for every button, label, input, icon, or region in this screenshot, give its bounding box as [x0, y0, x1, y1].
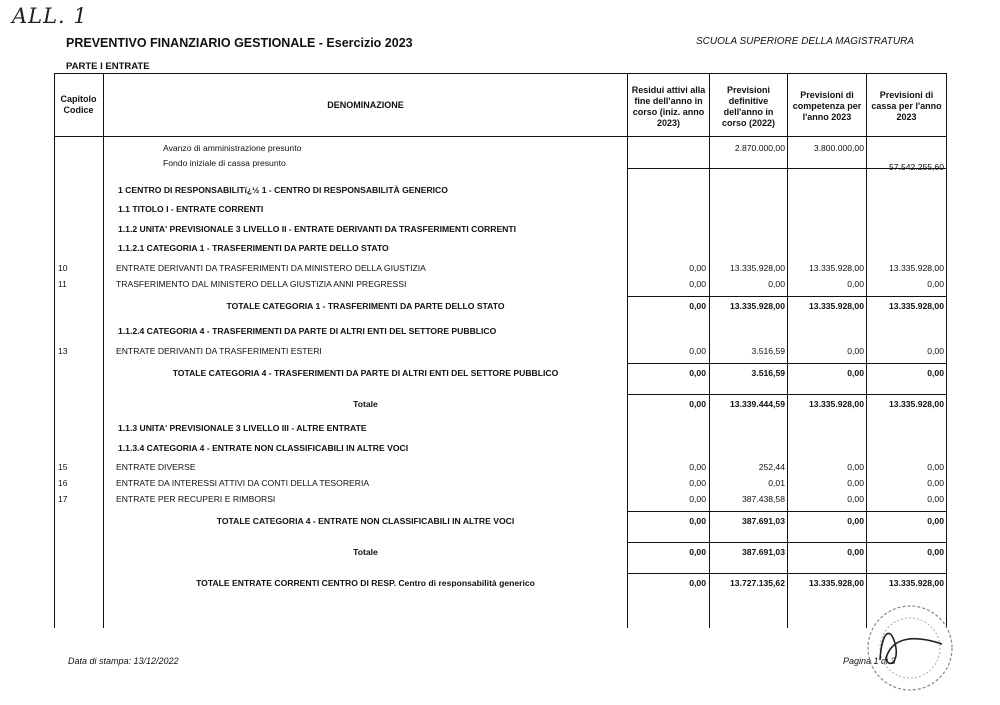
- value-prev-cassa: 0,00: [927, 346, 944, 356]
- col-header-prev-comp-line: competenza per: [792, 101, 862, 111]
- print-date: Data di stampa: 13/12/2022: [68, 656, 179, 666]
- item-label: Fondo iniziale di cassa presunto: [163, 158, 286, 168]
- value-residui: 0,00: [689, 368, 706, 378]
- value-prev-def: 13.335.928,00: [730, 263, 785, 273]
- chapter-code: 13: [58, 346, 68, 356]
- section-label: 1.1.2 UNITA' PREVISIONALE 3 LIVELLO II - ENTRATE DERIVANTI DA TRASFERIMENTI CORRENTI: [118, 224, 517, 234]
- value-prev-cassa: 13.335.928,00: [889, 578, 944, 588]
- col-header-residui-line: Residui attivi alla: [631, 85, 706, 95]
- chapter-code: 10: [58, 263, 68, 273]
- value-prev-cassa: 0,00: [927, 462, 944, 472]
- top-rule: [54, 73, 947, 74]
- table-border-left: [54, 74, 55, 628]
- total-rule: [628, 573, 946, 574]
- value-prev-cassa: 0,00: [927, 279, 944, 289]
- value-prev-comp: 0,00: [847, 478, 864, 488]
- value-prev-def: 0,00: [768, 279, 785, 289]
- col-header-prev-cassa-line: cassa per l'anno: [871, 101, 942, 111]
- value-prev-comp: 0,00: [847, 346, 864, 356]
- col-header-code-line: Codice: [63, 105, 94, 115]
- value-prev-cassa: 0,00: [927, 547, 944, 557]
- value-prev-cassa: 57.542.255,60: [889, 162, 944, 172]
- total-rule: [628, 296, 946, 297]
- value-prev-def: 0,01: [768, 478, 785, 488]
- value-prev-comp: 0,00: [847, 494, 864, 504]
- value-residui: 0,00: [689, 399, 706, 409]
- value-residui: 0,00: [689, 346, 706, 356]
- header-bottom-rule: [54, 136, 947, 137]
- divider-code: [103, 74, 104, 628]
- total-label: TOTALE CATEGORIA 4 - TRASFERIMENTI DA PARTE DI ALTRI ENTI DEL SETTORE PUBBLICO: [172, 368, 559, 378]
- value-prev-def: 387.438,58: [741, 494, 785, 504]
- col-header-prev-comp-line: Previsioni di: [800, 90, 854, 100]
- value-prev-cassa: 0,00: [927, 494, 944, 504]
- col-header-code: [54, 94, 103, 116]
- page-number: Pagina 1 di 3: [843, 656, 896, 666]
- item-label: ENTRATE DA INTERESSI ATTIVI DA CONTI DELLA TESORERIA: [116, 478, 370, 488]
- value-prev-cassa: 13.335.928,00: [889, 263, 944, 273]
- col-header-residui-line: corso (iniz. anno: [632, 107, 705, 117]
- value-prev-cassa: 13.335.928,00: [889, 399, 944, 409]
- col-header-prev-def-line: Previsioni: [726, 85, 771, 95]
- value-prev-def: 3.516,59: [751, 368, 785, 378]
- value-prev-comp: 13.335.928,00: [809, 578, 864, 588]
- col-header-prev-def: [710, 85, 787, 129]
- total-label: Totale: [353, 547, 378, 557]
- value-prev-comp: 0,00: [847, 462, 864, 472]
- total-label: TOTALE ENTRATE CORRENTI CENTRO DI RESP. Centro di responsabilità generico: [196, 578, 535, 588]
- item-label: ENTRATE DERIVANTI DA TRASFERIMENTI DA MINISTERO DELLA GIUSTIZIA: [116, 263, 426, 273]
- col-header-prev-comp: [788, 90, 866, 123]
- value-residui: 0,00: [689, 279, 706, 289]
- col-header-prev-cassa-line: Previsioni di: [879, 90, 934, 100]
- section-label: 1.1.2.1 CATEGORIA 1 - TRASFERIMENTI DA PARTE DELLO STATO: [118, 243, 389, 253]
- value-prev-comp: 13.335.928,00: [809, 399, 864, 409]
- seal-inner-ring: [880, 618, 940, 678]
- total-rule: [628, 511, 946, 512]
- value-prev-def: 13.727.135,62: [730, 578, 785, 588]
- value-residui: 0,00: [689, 462, 706, 472]
- value-prev-def: 387.691,03: [741, 516, 785, 526]
- section-label: 1.1.3.4 CATEGORIA 4 - ENTRATE NON CLASSIFICABILI IN ALTRE VOCI: [118, 443, 409, 453]
- value-residui: 0,00: [689, 547, 706, 557]
- value-residui: 0,00: [689, 578, 706, 588]
- col-header-prev-def-line: corso (2022): [721, 118, 776, 128]
- col-header-residui: [628, 85, 709, 129]
- value-prev-cassa: 13.335.928,00: [889, 301, 944, 311]
- col-header-name: DENOMINAZIONE: [327, 100, 404, 110]
- value-residui: 0,00: [689, 494, 706, 504]
- official-seal-stamp: [852, 598, 962, 698]
- total-rule: [628, 363, 946, 364]
- institution-name: SCUOLA SUPERIORE DELLA MAGISTRATURA: [695, 36, 914, 47]
- section-label: 1.1.3 UNITA' PREVISIONALE 3 LIVELLO III - ALTRE ENTRATE: [118, 423, 367, 433]
- col-header-prev-cassa: [867, 90, 946, 123]
- chapter-code: 16: [58, 478, 68, 488]
- value-residui: 0,00: [689, 263, 706, 273]
- col-header-code-line: Capitolo: [60, 94, 97, 104]
- value-prev-comp: 0,00: [847, 368, 864, 378]
- section-label: 1 CENTRO DI RESPONSABILITï¿½ 1 - CENTRO DI RESPONSABILITÀ GENERICO: [118, 185, 448, 195]
- value-prev-cassa: 0,00: [927, 516, 944, 526]
- table-border-right: [946, 74, 947, 628]
- value-prev-comp: 3.800.000,00: [813, 143, 864, 153]
- col-header-prev-def-line: definitive: [728, 96, 769, 106]
- section-label: 1.1.2.4 CATEGORIA 4 - TRASFERIMENTI DA PARTE DI ALTRI ENTI DEL SETTORE PUBBLICO: [118, 326, 497, 336]
- chapter-code: 17: [58, 494, 68, 504]
- col-header-residui-line: fine dell'anno in: [634, 96, 703, 106]
- value-prev-cassa: 0,00: [927, 368, 944, 378]
- value-residui: 0,00: [689, 478, 706, 488]
- value-residui: 0,00: [689, 516, 706, 526]
- value-prev-cassa: 0,00: [927, 478, 944, 488]
- item-label: Avanzo di amministrazione presunto: [163, 143, 302, 153]
- value-prev-def: 13.339.444,59: [730, 399, 785, 409]
- handwritten-annotation: ALL. 1: [12, 4, 88, 28]
- item-label: ENTRATE DERIVANTI DA TRASFERIMENTI ESTERI: [116, 346, 322, 356]
- chapter-code: 15: [58, 462, 68, 472]
- section-label: 1.1 TITOLO I - ENTRATE CORRENTI: [118, 204, 264, 214]
- signature-scribble: [880, 633, 942, 663]
- value-prev-comp: 0,00: [847, 547, 864, 557]
- value-prev-comp: 13.335.928,00: [809, 263, 864, 273]
- item-label: ENTRATE PER RECUPERI E RIMBORSI: [116, 494, 276, 504]
- chapter-code: 11: [58, 279, 67, 289]
- total-label: TOTALE CATEGORIA 1 - TRASFERIMENTI DA PARTE DELLO STATO: [226, 301, 505, 311]
- total-rule: [628, 394, 946, 395]
- value-residui: 0,00: [689, 301, 706, 311]
- section-heading: PARTE I ENTRATE: [66, 61, 150, 72]
- value-prev-def: 2.870.000,00: [734, 143, 785, 153]
- item-label: ENTRATE DIVERSE: [116, 462, 196, 472]
- col-header-prev-cassa-line: 2023: [896, 112, 917, 122]
- value-prev-def: 252,44: [758, 462, 785, 472]
- value-prev-def: 13.335.928,00: [730, 301, 785, 311]
- value-prev-def: 387.691,03: [741, 547, 785, 557]
- total-label: TOTALE CATEGORIA 4 - ENTRATE NON CLASSIFICABILI IN ALTRE VOCI: [216, 516, 515, 526]
- value-prev-comp: 0,00: [847, 516, 864, 526]
- col-header-prev-comp-line: l'anno 2023: [802, 112, 852, 122]
- document-title: PREVENTIVO FINANZIARIO GESTIONALE - Esercizio 2023: [66, 36, 413, 50]
- total-label: Totale: [353, 399, 378, 409]
- value-prev-def: 3.516,59: [751, 346, 785, 356]
- item-label: TRASFERIMENTO DAL MINISTERO DELLA GIUSTIZIA ANNI PREGRESSI: [116, 279, 407, 289]
- value-prev-comp: 0,00: [847, 279, 864, 289]
- total-rule: [628, 542, 946, 543]
- col-header-prev-def-line: dell'anno in: [723, 107, 774, 117]
- value-prev-comp: 13.335.928,00: [809, 301, 864, 311]
- col-header-residui-line: 2023): [656, 118, 681, 128]
